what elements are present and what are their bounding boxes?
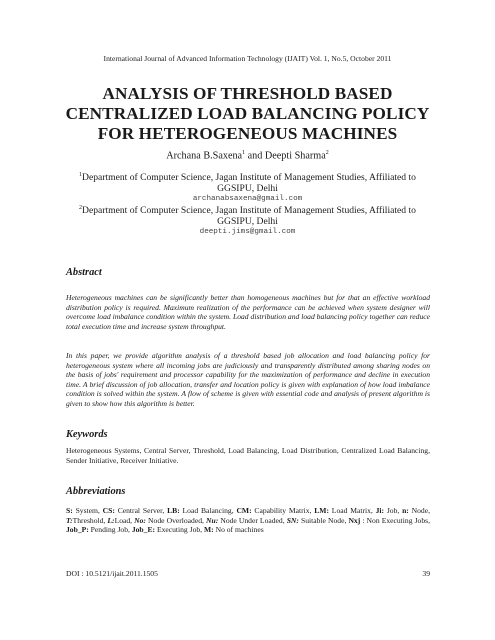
abbreviation-key: No: — [134, 515, 146, 525]
abbreviation-meaning: Node Overloaded, — [145, 515, 206, 525]
abbreviation-key: M: — [203, 525, 214, 535]
abbreviation-meaning: Load Balancing, — [179, 506, 237, 515]
title-line: CENTRALIZED LOAD BALANCING POLICY — [65, 104, 430, 123]
abbreviation-meaning: Central Server, — [114, 506, 168, 515]
journal-header: International Journal of Advanced Information Technology (IJAIT) Vol. 1, No.5, October 2011 — [103, 54, 392, 63]
author-email[interactable]: deepti.jims@gmail.com — [199, 228, 296, 237]
affiliation-university: GGSIPU, Delhi — [217, 216, 278, 228]
abbreviation-key: Nu: — [206, 515, 219, 525]
abbreviation-meaning: Threshold, — [72, 515, 108, 525]
abbreviation-meaning: Load, — [114, 515, 135, 525]
abbreviation-meaning: System, — [72, 506, 103, 515]
affiliation-department: Department of Computer Science, Jagan Institute of Management Studies, Affiliated to — [82, 205, 416, 217]
abbreviation-key: LB: — [167, 506, 180, 515]
abstract-paragraph: In this paper, we provide algorithm analysis of a threshold based job allocation and load balancing policy for heterogeneous system where all incoming jobs are judiciously and transparently distributed among sharing nodes on the basis of jobs' requirement and processor capability for the maximization of performance and decline in execution time. A brief discussion of job allocation, transfer and location policy is given with explanation of how load imbalance condition is solved within the system. A flow of scheme is given with essential code and analysis of present algorithm is given to show how this algorithm is better. — [66, 351, 430, 408]
title-line: FOR HETEROGENEOUS MACHINES — [97, 124, 398, 143]
abbreviation-meaning: No of machines — [213, 525, 264, 535]
abbreviation-meaning: Executing Job, — [155, 525, 204, 535]
abbreviation-key: Job_P: — [66, 525, 89, 535]
affiliation-mark: 1 — [79, 172, 83, 178]
abbreviation-meaning: Capability Matrix, — [251, 506, 315, 515]
abbreviation-key: CM: — [236, 506, 252, 515]
affiliation — [70, 203, 425, 238]
abstract-paragraph: Heterogeneous machines can be significantly better than homogeneous machines but for that an effective workload distribution policy is required. Maximum realization of the performance can be achieved when system designer will overcome load imbalance condition within the system. Load distribution and load balancing policy together can reduce total execution time and increase system throughput. — [66, 293, 430, 331]
affiliation-department: Department of Computer Science, Jagan Institute of Management Studies, Affiliated to — [82, 172, 416, 184]
abbreviation-meaning: Job, — [384, 506, 403, 515]
affiliation — [70, 170, 425, 205]
abbreviation-key: n: — [402, 506, 409, 515]
abbreviation-key: LM: — [314, 506, 329, 515]
author-affiliation-mark: 1 — [242, 150, 246, 156]
abbreviation-key: S: — [66, 506, 73, 515]
keywords-heading: Keywords — [66, 429, 108, 440]
author-list — [0, 150, 495, 161]
affiliation-mark: 2 — [79, 205, 83, 211]
author-affiliation-mark: 2 — [325, 150, 329, 156]
abbreviation-meaning: Node, — [408, 506, 430, 515]
author-name: Deepti Sharma — [264, 150, 326, 162]
abbreviation-key: Job_E: — [131, 525, 156, 535]
abbreviation-meaning: Load Matrix, — [329, 506, 376, 515]
paper-title — [40, 84, 455, 144]
abbreviation-meaning: Node Under Loaded, — [218, 515, 287, 525]
abstract-heading: Abstract — [66, 267, 102, 278]
keywords-text: Heterogeneous Systems, Central Server, Threshold, Load Balancing, Load Distribution, Centralized Load Balancing, Sender Initiative, Receiver Initiative. — [66, 446, 430, 465]
author-joiner: and — [245, 150, 265, 162]
abbreviation-key: Ji: — [375, 506, 385, 515]
abbreviation-key: T: — [66, 515, 73, 525]
abbreviation-meaning: : Non Executing Jobs, — [360, 515, 430, 525]
abbreviation-key: CS: — [102, 506, 115, 515]
page-footer — [66, 569, 430, 578]
page-number: 39 — [422, 569, 430, 578]
abbreviation-key: L: — [107, 515, 115, 525]
author-email[interactable]: archanabsaxena@gmail.com — [192, 195, 303, 204]
doi-text: DOI : 10.5121/ijait.2011.1505 — [66, 569, 158, 578]
abbreviation-meaning: Suitable Node, — [298, 515, 349, 525]
abbreviation-key: Nxj — [348, 515, 361, 525]
abbreviations-heading: Abbreviations — [66, 486, 126, 497]
abbreviation-meaning: Pending Job, — [88, 525, 132, 535]
abbreviations-text — [66, 506, 430, 535]
affiliation-university: GGSIPU, Delhi — [217, 183, 278, 195]
abbreviation-key: SN: — [286, 515, 299, 525]
title-line: ANALYSIS OF THRESHOLD BASED — [102, 84, 393, 103]
author-name: Archana B.Saxena — [166, 150, 243, 162]
